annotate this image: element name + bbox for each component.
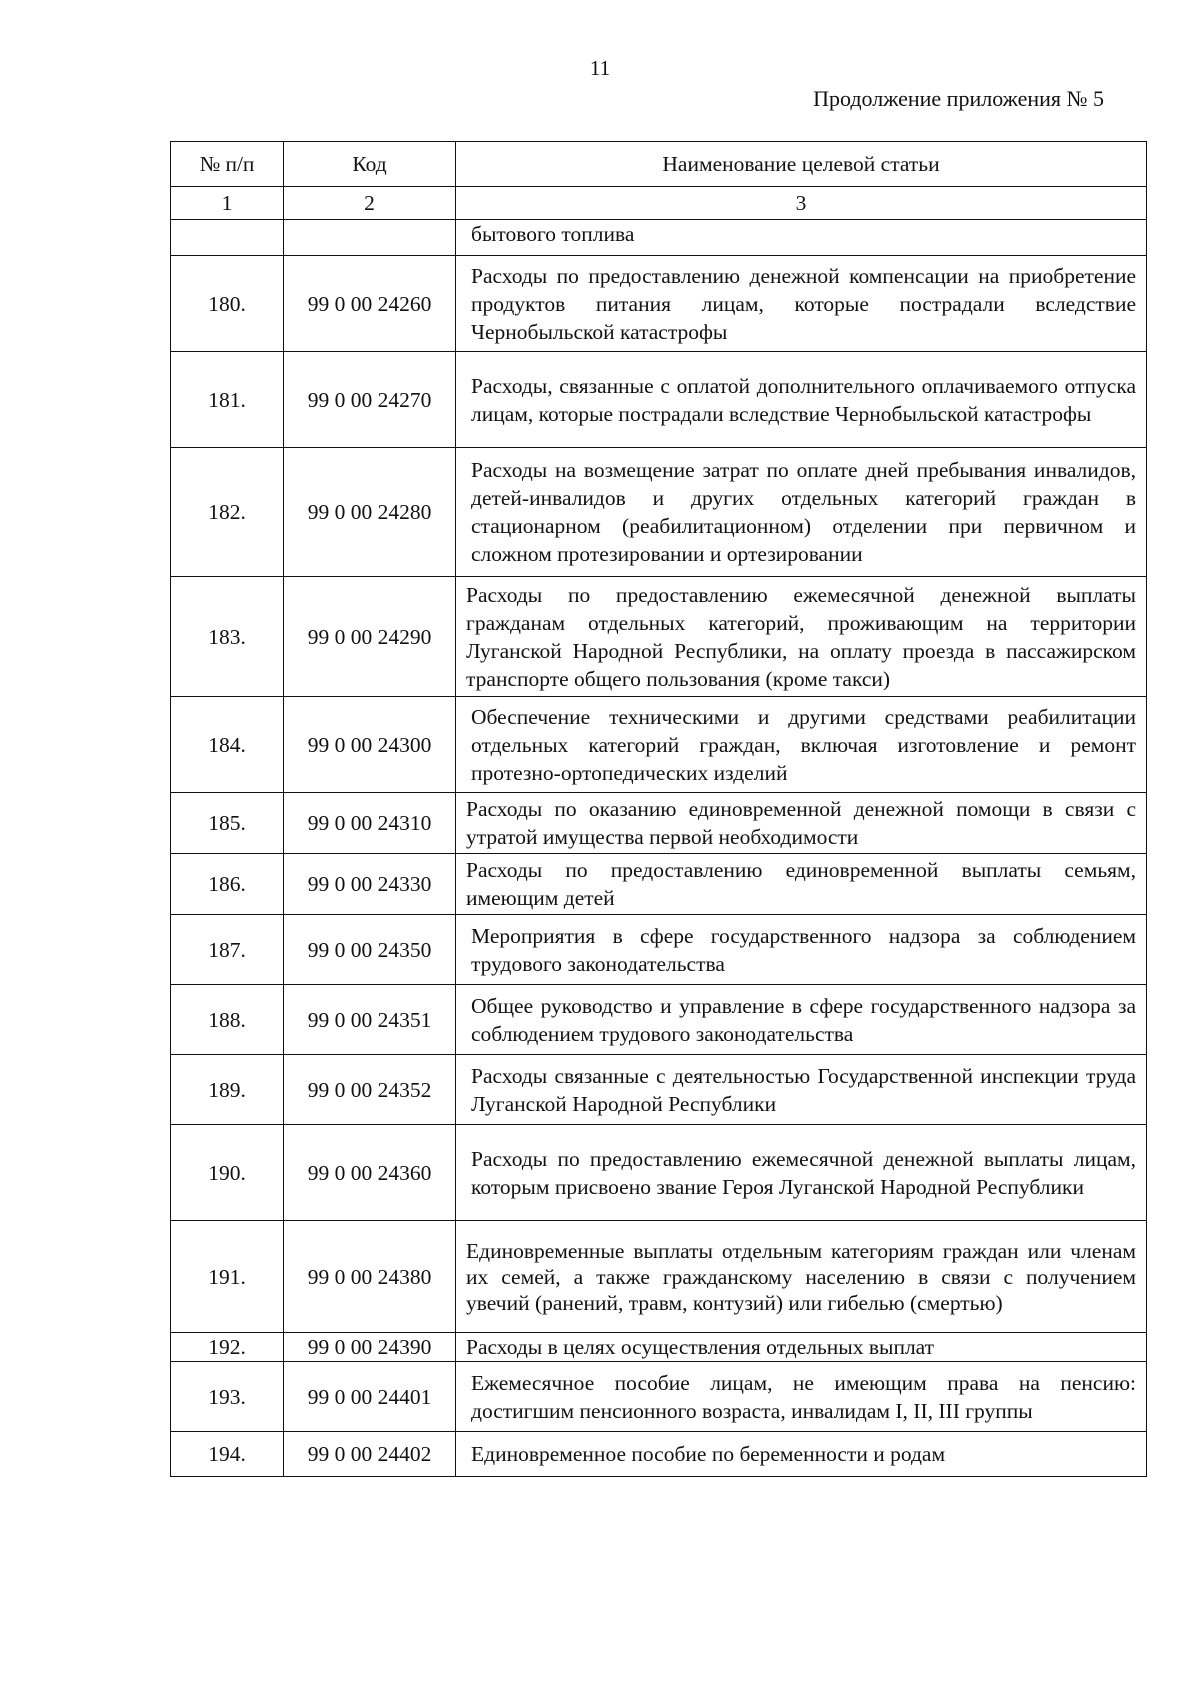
row-code: 99 0 00 24280 (284, 448, 456, 577)
table-row (171, 697, 1147, 793)
row-description: Расходы по предоставлению денежной компенсации на приобретение продуктов питания лицам, которые пострадали вследствие Чернобыльской катастрофы (456, 256, 1147, 352)
row-code: 99 0 00 24380 (284, 1221, 456, 1333)
row-code (284, 220, 456, 256)
appendix-continuation-header: Продолжение приложения № 5 (813, 86, 1104, 111)
page-number: 11 (589, 56, 611, 80)
row-code: 99 0 00 24290 (284, 577, 456, 697)
row-number: 182. (171, 448, 284, 577)
row-description: Расходы по предоставлению единовременной выплаты семьям, имеющим детей (456, 854, 1147, 915)
header-number: № п/п (171, 142, 284, 187)
row-number: 191. (171, 1221, 284, 1333)
row-number: 181. (171, 352, 284, 448)
table-row (171, 352, 1147, 448)
table-header-row (171, 142, 1147, 187)
table-row (171, 854, 1147, 915)
row-description: Расходы по оказанию единовременной денежной помощи в связи с утратой имущества первой необходимости (456, 793, 1147, 854)
row-number: 186. (171, 854, 284, 915)
row-description: Расходы, связанные с оплатой дополнительного оплачиваемого отпуска лицам, которые пострадали вследствие Чернобыльской катастрофы (456, 352, 1147, 448)
row-description: Мероприятия в сфере государственного надзора за соблюдением трудового законодательства (456, 915, 1147, 985)
row-number: 194. (171, 1432, 284, 1477)
table-row (171, 985, 1147, 1055)
row-code: 99 0 00 24390 (284, 1333, 456, 1362)
header-code: Код (284, 142, 456, 187)
table-row (171, 1362, 1147, 1432)
row-number: 180. (171, 256, 284, 352)
row-description: Расходы по предоставлению ежемесячной денежной выплаты гражданам отдельных категорий, проживающим на территории Луганской Народной Республики, на оплату проезда в пассажирском транспорте общего пользования (кроме такси) (456, 577, 1147, 697)
row-code: 99 0 00 24352 (284, 1055, 456, 1125)
row-description: Расходы по предоставлению ежемесячной денежной выплаты лицам, которым присвоено звание Героя Луганской Народной Республики (456, 1125, 1147, 1221)
row-code: 99 0 00 24401 (284, 1362, 456, 1432)
column-number-2: 2 (284, 187, 456, 220)
row-description: Общее руководство и управление в сфере государственного надзора за соблюдением трудового законодательства (456, 985, 1147, 1055)
row-code: 99 0 00 24402 (284, 1432, 456, 1477)
row-description: бытового топлива (456, 220, 1147, 256)
row-code: 99 0 00 24360 (284, 1125, 456, 1221)
table-row (171, 1221, 1147, 1333)
continuation-row (171, 220, 1147, 256)
table-row (171, 1055, 1147, 1125)
table-row (171, 1432, 1147, 1477)
row-number: 184. (171, 697, 284, 793)
row-description: Обеспечение техническими и другими средствами реабилитации отдельных категорий граждан, включая изготовление и ремонт протезно-ортопедических изделий (456, 697, 1147, 793)
row-number: 189. (171, 1055, 284, 1125)
column-number-row (171, 187, 1147, 220)
row-number: 190. (171, 1125, 284, 1221)
row-number: 187. (171, 915, 284, 985)
table-row (171, 1333, 1147, 1362)
table-row (171, 793, 1147, 854)
table-row (171, 577, 1147, 697)
table-row (171, 1125, 1147, 1221)
row-number (171, 220, 284, 256)
row-code: 99 0 00 24351 (284, 985, 456, 1055)
row-description: Расходы связанные с деятельностью Государственной инспекции труда Луганской Народной Республики (456, 1055, 1147, 1125)
row-number: 183. (171, 577, 284, 697)
column-number-3: 3 (456, 187, 1147, 220)
row-number: 193. (171, 1362, 284, 1432)
column-number-1: 1 (171, 187, 284, 220)
row-description: Единовременные выплаты отдельным категориям граждан или членам их семей, а также гражданскому населению в связи с получением увечий (ранений, травм, контузий) или гибелью (смертью) (456, 1221, 1147, 1333)
row-code: 99 0 00 24350 (284, 915, 456, 985)
row-code: 99 0 00 24270 (284, 352, 456, 448)
row-description: Расходы на возмещение затрат по оплате дней пребывания инвалидов, детей-инвалидов и других отдельных категорий граждан в стационарном (реабилитационном) отделении при первичном и сложном протезировании и ортезировании (456, 448, 1147, 577)
row-description: Расходы в целях осуществления отдельных выплат (456, 1333, 1147, 1362)
table-row (171, 448, 1147, 577)
row-number: 192. (171, 1333, 284, 1362)
header-article-name: Наименование целевой статьи (456, 142, 1147, 187)
row-code: 99 0 00 24260 (284, 256, 456, 352)
target-articles-table (170, 141, 1147, 1477)
table-row (171, 256, 1147, 352)
row-description: Единовременное пособие по беременности и родам (456, 1432, 1147, 1477)
row-number: 188. (171, 985, 284, 1055)
row-code: 99 0 00 24300 (284, 697, 456, 793)
row-code: 99 0 00 24310 (284, 793, 456, 854)
row-code: 99 0 00 24330 (284, 854, 456, 915)
row-number: 185. (171, 793, 284, 854)
table-row (171, 915, 1147, 985)
row-description: Ежемесячное пособие лицам, не имеющим права на пенсию: достигшим пенсионного возраста, инвалидам I, II, III группы (456, 1362, 1147, 1432)
